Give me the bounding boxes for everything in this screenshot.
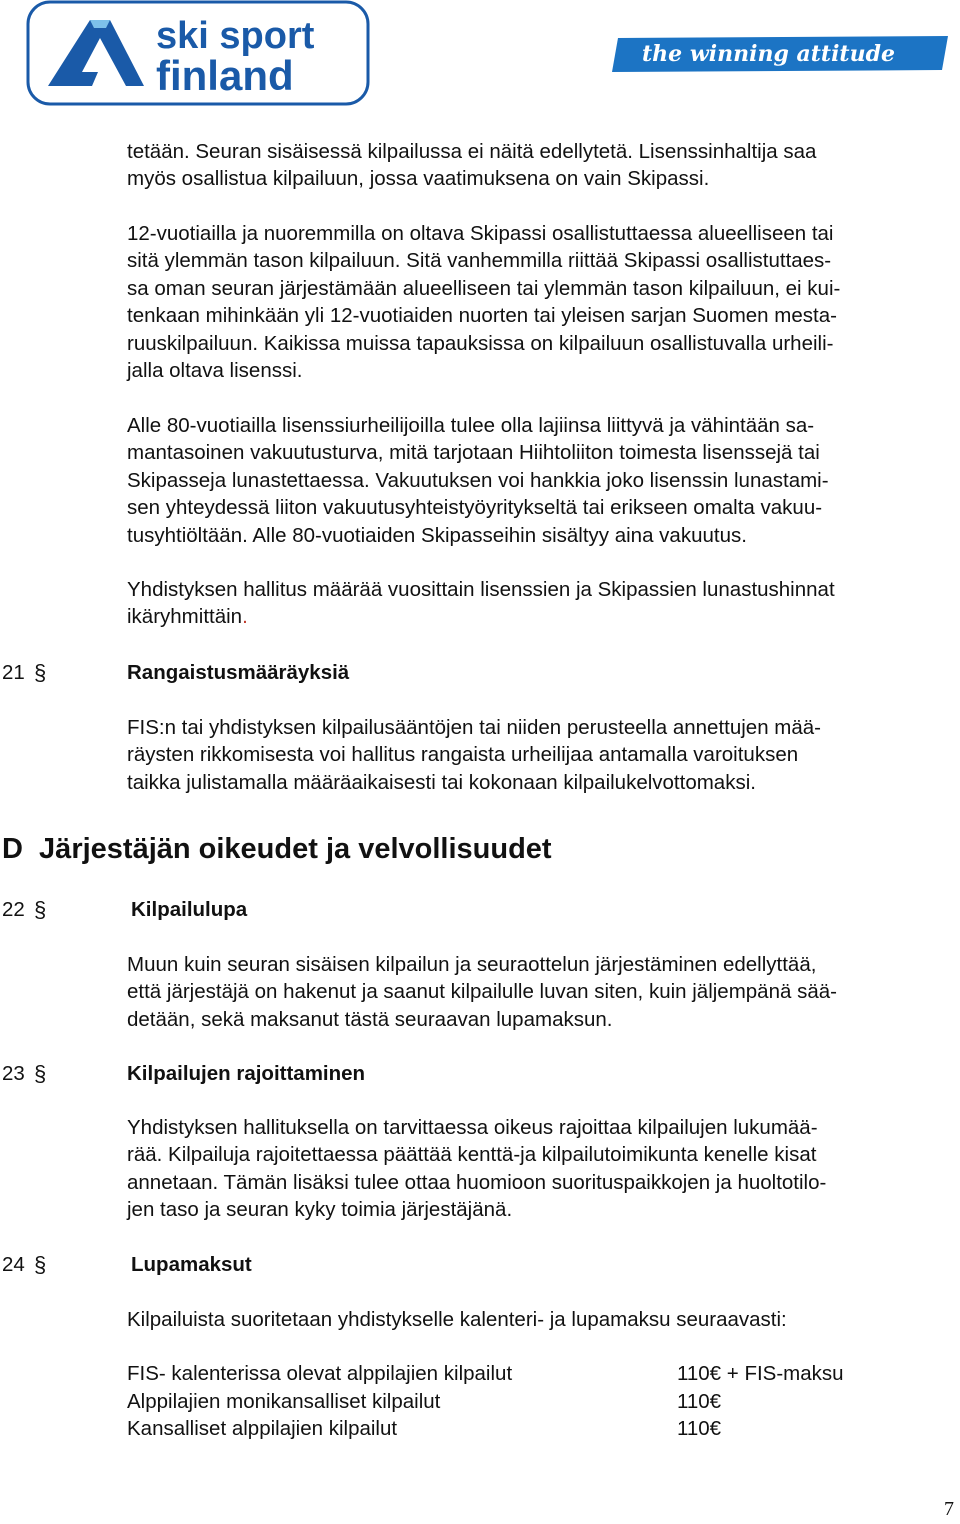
fee-amount: 110€ + FIS-maksu bbox=[677, 1362, 844, 1385]
fee-amount: 110€ bbox=[677, 1390, 722, 1413]
text-line: tenkaan mihinkään yli 12-vuotiaiden nuorten tai yleisen sarjan Suomen mesta- bbox=[127, 304, 837, 328]
text-line: räysten rikkomisesta voi hallitus rangaista urheilijaa antamalla varoituksen bbox=[127, 743, 799, 767]
text-line: jen taso ja seuran kyky toimia järjestäjänä. bbox=[127, 1198, 513, 1222]
fee-amount: 110€ bbox=[677, 1417, 722, 1440]
fee-row bbox=[127, 1388, 947, 1415]
svg-text:§: § bbox=[34, 1252, 47, 1277]
text-line bbox=[127, 603, 947, 630]
section-sign-icon bbox=[34, 1251, 50, 1277]
text-line: sa oman seuran järjestämään alueelliseen tai ylemmän tason kilpailuun, ei kui- bbox=[127, 276, 841, 300]
text-line: sen yhteydessä liiton vakuutusyhteistyöyritykseltä tai erikseen omalta vakuu- bbox=[127, 496, 823, 520]
section-body-23 bbox=[127, 1114, 947, 1224]
page-header bbox=[0, 0, 960, 112]
ski-sport-finland-logo bbox=[26, 0, 370, 106]
section-title-24: Lupamaksut bbox=[131, 1253, 252, 1276]
text-line: taikka julistamalla määräaikaisesti tai kokonaan kilpailukelvottomaksi. bbox=[127, 770, 756, 794]
part-title-d: D Järjestäjän oikeudet ja velvollisuudet bbox=[2, 833, 552, 865]
section-number-21: 21 bbox=[2, 661, 25, 684]
text-line: FIS:n tai yhdistyksen kilpailusääntöjen tai niiden perusteella annettujen mää- bbox=[127, 716, 821, 739]
section-number-23: 23 bbox=[2, 1062, 25, 1085]
fee-row bbox=[127, 1415, 947, 1442]
text-line: sitä ylemmän tason kilpailuun. Sitä vanhemmilla riittää Skipassi osallistuttaes- bbox=[127, 249, 832, 273]
text-line: tetään. Seuran sisäisessä kilpailussa ei näitä edellytetä. Lisenssinhaltija saa bbox=[127, 140, 817, 163]
text-line: Skipasseja lunastettaessa. Vakuutuksen voi hankkia joko lisenssin lunastami- bbox=[127, 468, 829, 492]
svg-text:§: § bbox=[34, 897, 47, 922]
section-number-24: 24 bbox=[2, 1253, 25, 1276]
fee-name: Alppilajien monikansalliset kilpailut bbox=[127, 1390, 441, 1413]
fee-name: Kansalliset alppilajien kilpailut bbox=[127, 1417, 398, 1440]
section-body-22 bbox=[127, 951, 947, 1033]
text-line: myös osallistua kilpailuun, jossa vaatimuksena on vain Skipassi. bbox=[127, 167, 710, 191]
fee-row bbox=[127, 1360, 947, 1387]
section-sign-icon bbox=[34, 1060, 50, 1086]
text-line: Kilpailuista suoritetaan yhdistykselle kalenteri- ja lupamaksu seuraavasti: bbox=[127, 1308, 787, 1331]
slogan-banner bbox=[612, 30, 952, 76]
section-sign-icon bbox=[34, 659, 50, 685]
text-line: Yhdistyksen hallituksella on tarvittaessa oikeus rajoittaa kilpailujen lukumää- bbox=[127, 1116, 818, 1139]
text-line: tusyhtiöltään. Alle 80-vuotiaiden Skipasseihin sisältyy aina vakuutus. bbox=[127, 523, 747, 547]
brand-line-1: ski sport bbox=[156, 15, 315, 57]
section-intro-24 bbox=[127, 1306, 947, 1333]
text-line: annetaan. Tämän lisäksi tulee ottaa huomioon suorituspaikkojen ja huoltotilo- bbox=[127, 1170, 827, 1194]
text-line: Alle 80-vuotiailla lisenssiurheilijoilla tulee olla lajiinsa liittyvä ja vähintään sa- bbox=[127, 414, 815, 437]
page-number: 7 bbox=[944, 1498, 954, 1520]
text-line: ruuskilpailuun. Kaikissa muissa tapauksissa on kilpailuun osallistuvalla urheili- bbox=[127, 331, 834, 355]
paragraph-skipassi-age bbox=[127, 220, 947, 384]
fee-name: FIS- kalenterissa olevat alppilajien kilpailut bbox=[127, 1362, 513, 1385]
paragraph-insurance bbox=[127, 412, 947, 549]
section-title-23: Kilpailujen rajoittaminen bbox=[127, 1062, 366, 1085]
svg-text:§: § bbox=[34, 1061, 47, 1086]
text-line: Yhdistyksen hallitus määrää vuosittain lisenssien ja Skipassien lunastushinnat bbox=[127, 578, 835, 601]
section-number-22: 22 bbox=[2, 898, 25, 921]
brand-line-2: finland bbox=[156, 52, 294, 99]
paragraph-licence-holder bbox=[127, 138, 947, 193]
paragraph-prices bbox=[127, 576, 947, 631]
text-line: rää. Kilpailuja rajoitettaessa päättää kenttä-ja kilpailutoimikunta kenelle kisat bbox=[127, 1143, 817, 1167]
text-line: Muun kuin seuran sisäisen kilpailun ja seuraottelun järjestäminen edellyttää, bbox=[127, 953, 817, 976]
text-line: että järjestäjä on hakenut ja saanut kilpailulle luvan siten, kuin jäljempänä sää- bbox=[127, 980, 837, 1004]
slogan-text: the winning attitude bbox=[642, 41, 895, 67]
svg-text:§: § bbox=[34, 660, 47, 685]
section-body-21 bbox=[127, 714, 947, 796]
text-fragment: ikäryhmittäin bbox=[127, 605, 243, 629]
section-sign-icon bbox=[34, 896, 50, 922]
red-period: . bbox=[242, 605, 248, 629]
text-line: mantasoinen vakuutusturva, mitä tarjotaan Hiihtoliiton toimesta lisenssejä tai bbox=[127, 441, 820, 465]
section-title-21: Rangaistusmääräyksiä bbox=[127, 661, 350, 684]
text-line: detään, sekä maksanut tästä seuraavan lupamaksun. bbox=[127, 1007, 613, 1031]
section-title-22: Kilpailulupa bbox=[131, 898, 248, 921]
text-line: jalla oltava lisenssi. bbox=[127, 359, 303, 383]
text-line: 12-vuotiailla ja nuoremmilla on oltava Skipassi osallistuttaessa alueelliseen tai bbox=[127, 222, 834, 245]
